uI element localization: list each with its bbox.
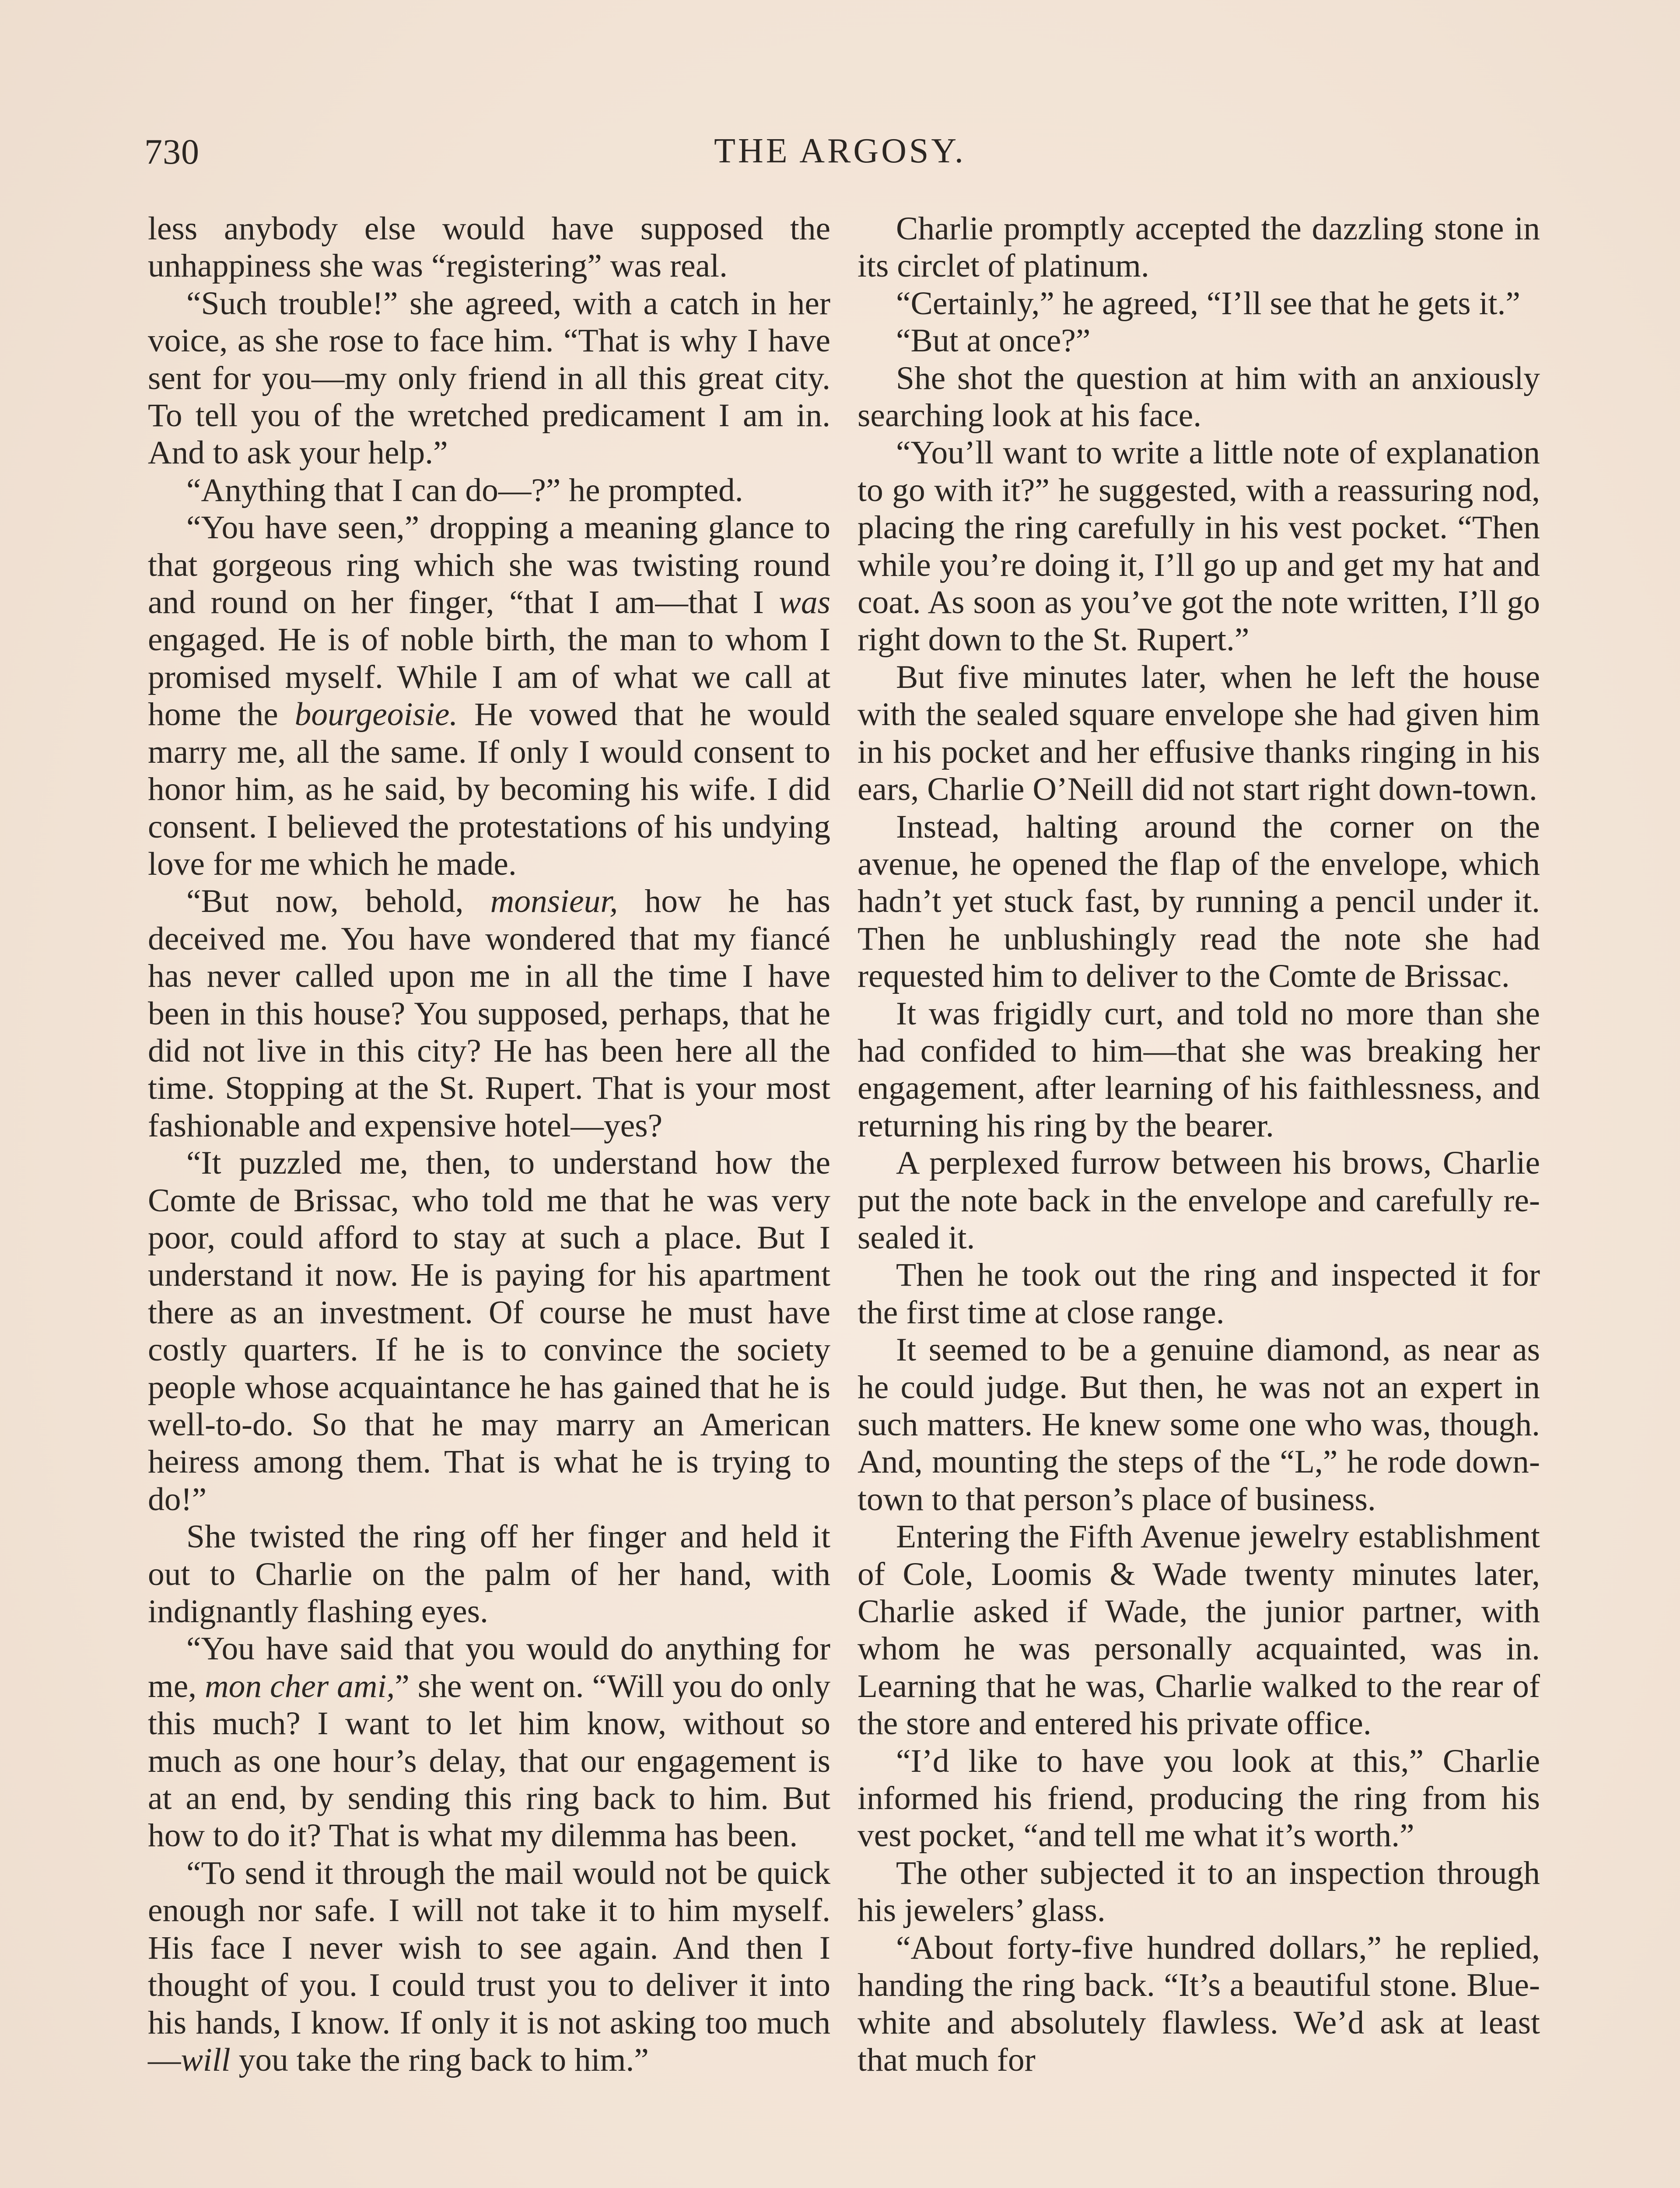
text-run: ” she went on. “Will you do only this much? I want to let him know, without so much as one hour’s delay, that our engagement is at an end, by sending this ring back to him. But how to do it? That is what my dilemma has been. [148,1668,830,1854]
paragraph: “But at once?” [896,323,1091,359]
paragraph: But five minutes later, when he left the house with the sealed square envelope she had given him in his pocket and her effusive thanks ringing in his ears, Charlie O’Neill did not start right down-town. [858,659,1540,808]
paragraph: It was frigidly curt, and told no more than she had confided to him—that she was breaking her engagement, after learning of his faithlessness, and returning his ring by the bearer. [858,995,1540,1144]
italic-text: will [181,2041,231,2078]
paragraph: “You’ll want to write a little note of explanation to go with it?” he suggested, with a reassuring nod, placing the ring carefully in his vest pocket. “Then while you’re doing it, I’ll go up and get my hat and coat. As soon as you’ve got the note written, I’ll go right down to the St. Rupert.” [858,435,1540,658]
italic-text: mon cher ami, [205,1668,395,1704]
running-title: THE ARGOSY. [714,132,966,170]
italic-text: was [779,584,830,621]
paragraph: Then he took out the ring and inspected it for the first time at close range. [858,1257,1540,1331]
text-run: He vowed that he would marry me, all the same. If only I would consent to honor him, as he said, by becoming his wife. I did consent. I believed the protestations of his undying love for me which he made. [148,696,830,882]
paragraph: The other subjected it to an inspection through his jewelers’ glass. [858,1855,1540,1929]
italic-text: monsieur, [490,883,618,920]
text-run: “You have seen,” dropping a meaning glance to that gorgeous ring which she was twisting round and round on her finger, “that I am—that I [148,509,830,621]
paragraph: A perplexed furrow between his brows, Charlie put the note back in the envelope and carefully re-sealed it. [858,1145,1540,1256]
paragraph: She twisted the ring off her finger and held it out to Charlie on the palm of her hand, with indignantly flashing eyes. [148,1518,830,1630]
paragraph [148,1630,830,1854]
paragraph: “Such trouble!” she agreed, with a catch in her voice, as she rose to face him. “That is why I have sent for you—my only friend in all this great city. To tell you of the wretched predicament I am in. And to ask your help.” [148,285,830,471]
italic-text: bourgeoisie. [294,696,458,733]
paragraph [148,883,830,1144]
paragraph: Charlie promptly accepted the dazzling stone in its circlet of platinum. [858,210,1540,284]
right-column [858,210,1540,2079]
text-run: “To send it through the mail would not be quick enough nor safe. I will not take it to him myself. His face I never wish to see again. And then I thought of you. I could trust you to deliver it into his hands, I know. If only it is not asking too much — [148,1855,830,2078]
left-column [148,210,830,2079]
text-run: “But now, behold, [186,883,490,920]
paragraph: “It puzzled me, then, to understand how the Comte de Brissac, who told me that he was very poor, could afford to stay at such a place. But I understand it now. He is paying for his apartment there as an investment. Of course he must have costly quarters. If he is to convince the society people whose acquaintance he has gained that he is well-to-do. So that he may marry an American heiress among them. That is what he is trying to do!” [148,1145,830,1518]
paragraph: “I’d like to have you look at this,” Charlie informed his friend, producing the ring from his vest pocket, “and tell me what it’s worth.” [858,1743,1540,1854]
text-run: how he has deceived me. You have wondered that my fiancé has never called upon me in all the time I have been in this house? You supposed, perhaps, that he did not live in this city? He has been here all the time. Stopping at the St. Rupert. That is your most fashionable and expensive hotel—yes? [148,883,830,1144]
paragraph: It seemed to be a genuine diamond, as near as he could judge. But then, he was not an expert in such matters. He knew some one who was, though. And, mounting the steps of the “L,” he rode down-town to that person’s place of business. [858,1332,1540,1518]
page-header [144,131,1536,179]
paragraph: “Certainly,” he agreed, “I’ll see that he gets it.” [896,285,1520,322]
text-run: you take the ring back to him.” [230,2041,649,2078]
page-number: 730 [144,132,200,172]
paragraph: She shot the question at him with an anxiously searching look at his face. [858,360,1540,434]
text-run: “You have said that you would do anything for me, [148,1630,830,1704]
paragraph: Entering the Fifth Avenue jewelry establishment of Cole, Loomis & Wade twenty minutes later, Charlie asked if Wade, the junior partner, with whom he was personally acquainted, was in. Learning that he was, Charlie walked to the rear of the store and entered his private office. [858,1518,1540,1742]
paragraph [148,1855,830,2079]
paragraph: “About forty-five hundred dollars,” he replied, handing the ring back. “It’s a beautiful stone. Blue-white and absolutely flawless. We’d ask at least that much for [858,1929,1540,2078]
paragraph: less anybody else would have supposed the unhappiness she was “registering” was real. [148,210,830,284]
text-run: engaged. He is of noble birth, the man to whom I promised myself. While I am of what we call at home the [148,621,830,733]
paragraph [148,509,830,883]
paragraph: Instead, halting around the corner on the avenue, he opened the flap of the envelope, which hadn’t yet stuck fast, by running a pencil under it. Then he unblushingly read the note she had requested him to deliver to the Comte de Brissac. [858,808,1540,995]
paragraph: “Anything that I can do—?” he prompted. [186,472,743,508]
